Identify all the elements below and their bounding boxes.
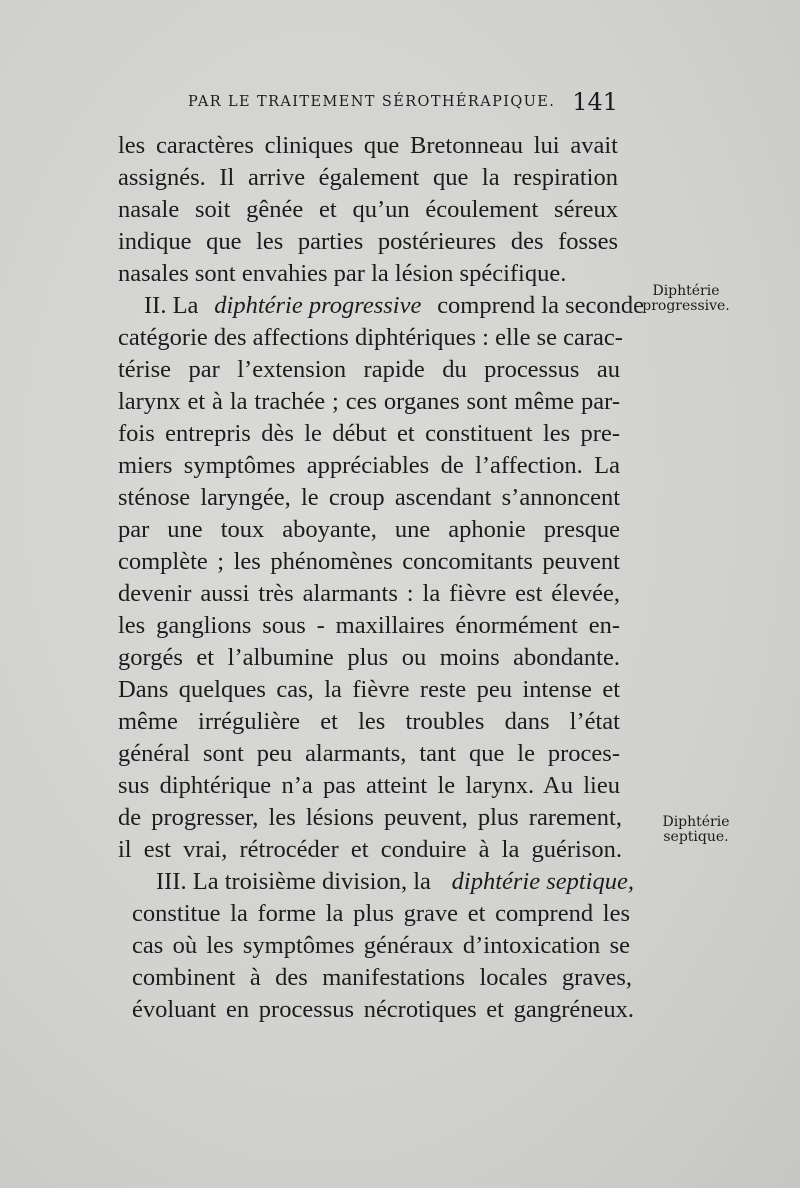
margin-note-line: progressive. [642,298,730,314]
text-line: nasales sont envahies par la lésion spécifique. [118,260,567,287]
text-line-section-iii [156,866,634,898]
margin-note-line: septique. [663,829,729,845]
section-ii-lead: II. La [144,292,199,319]
margin-note-line: Diphtérie [662,814,730,830]
margin-note-progressive [638,284,734,314]
text-line: il est vrai, rétrocéder et conduire à la guérison. [118,836,622,863]
text-line: les caractères cliniques que Bretonneau lui avait [118,132,618,159]
text-line-section-ii [144,290,644,322]
text-line: cas où les symptômes généraux d’intoxication se [132,932,630,959]
term-diphterie-septique: diphtérie septique, [451,868,634,895]
text-line: évoluant en processus nécrotiques et gangréneux. [132,996,634,1023]
term-diphterie-progressive: diphtérie progressive [214,292,422,319]
text-line: Dans quelques cas, la fièvre reste peu intense et [118,676,620,703]
text-line: de progresser, les lésions peuvent, plus rarement, [118,804,622,831]
page-header [188,90,624,116]
text-line: catégorie des affections diphtériques : elle se carac- [118,324,623,351]
text-line: fois entrepris dès le début et constituent les pre- [118,420,620,447]
text-line: indique que les parties postérieures des fosses [118,228,618,255]
text-line: sténose laryngée, le croup ascendant s’annoncent [118,484,620,511]
text-line: sus diphtérique n’a pas atteint le larynx. Au lieu [118,772,620,799]
page-number: 141 [572,88,618,116]
text-line: par une toux aboyante, une aphonie presque [118,516,620,543]
running-head: PAR LE TRAITEMENT SÉROTHÉRAPIQUE. [188,94,556,110]
margin-note-septique [652,815,740,845]
text-line: les ganglions sous - maxillaires énormément en- [118,612,620,639]
text-line: combinent à des manifestations locales graves, [132,964,632,991]
text-line: térise par l’extension rapide du processus au [118,356,620,383]
text-line: général sont peu alarmants, tant que le proces- [118,740,620,767]
text-line: même irrégulière et les troubles dans l’état [118,708,620,735]
text-line: miers symptômes appréciables de l’affection. La [118,452,620,479]
section-ii-tail: comprend la seconde [437,292,644,319]
text-line: complète ; les phénomènes concomitants peuvent [118,548,620,575]
text-line: gorgés et l’albumine plus ou moins abondante. [118,644,620,671]
text-line: assignés. Il arrive également que la respiration [118,164,618,191]
margin-note-line: Diphtérie [652,283,720,299]
text-line: constitue la forme la plus grave et comprend les [132,900,630,927]
text-line: devenir aussi très alarmants : la fièvre est élevée, [118,580,620,607]
text-line: nasale soit gênée et qu’un écoulement séreux [118,196,618,223]
text-line: larynx et à la trachée ; ces organes sont même par- [118,388,620,415]
section-iii-lead: III. La troisième division, la [156,868,431,895]
